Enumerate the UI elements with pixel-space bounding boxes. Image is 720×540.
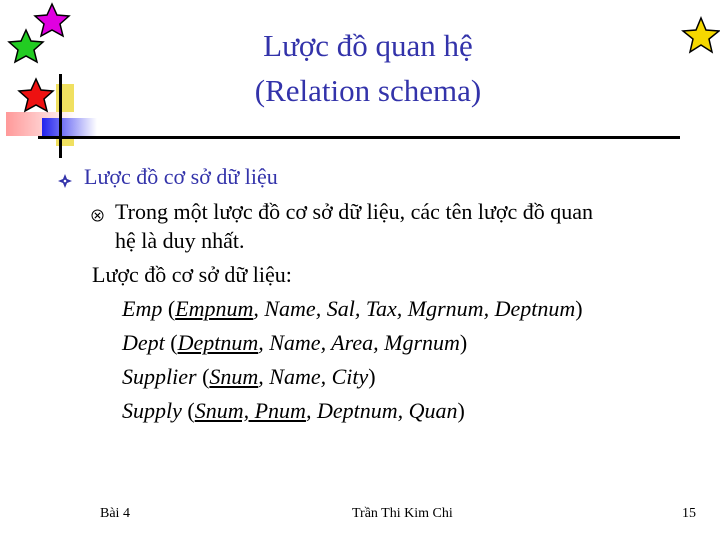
relation-name: Supply xyxy=(122,398,182,423)
blue-fade-bar xyxy=(42,118,97,138)
circled-cross-icon xyxy=(91,209,104,222)
bullet-text-line-2: hệ là duy nhất. xyxy=(115,228,245,253)
slide-title-line-1: Lược đồ quan hệ xyxy=(263,28,473,63)
footer-lesson: Bài 4 xyxy=(100,506,130,521)
db-schema-label: Lược đồ cơ sở dữ liệu: xyxy=(92,262,292,287)
title-divider xyxy=(38,136,680,139)
relation-name: Supplier xyxy=(122,364,197,389)
bullet-text-line-1: Trong một lược đồ cơ sở dữ liệu, các tên lược đồ quan xyxy=(115,199,594,224)
attribute-list: , Name, Area, Mgrnum xyxy=(258,330,460,355)
attribute-list: , Name, City xyxy=(258,364,369,389)
primary-key: Empnum xyxy=(175,296,254,321)
primary-key: Snum xyxy=(209,364,259,389)
primary-key: Deptnum xyxy=(177,330,259,355)
attribute-list: , Name, Sal, Tax, Mgrnum, Deptnum xyxy=(253,296,576,321)
slide-title-line-2: (Relation schema) xyxy=(254,73,482,108)
diamond-bullet-icon xyxy=(58,174,72,188)
primary-key: Snum, Pnum xyxy=(194,398,306,423)
relation-name: Dept xyxy=(122,330,165,355)
schema-line-supplier: Supplier (Snum, Name, City) xyxy=(122,364,376,389)
heading-text: Lược đồ cơ sở dữ liệu xyxy=(84,164,278,189)
schema-line-dept: Dept (Deptnum, Name, Area, Mgrnum) xyxy=(122,330,468,355)
schema-line-supply: Supply (Snum, Pnum, Deptnum, Quan) xyxy=(122,398,465,423)
relation-name: Emp xyxy=(122,296,163,321)
attribute-list: , Deptnum, Quan xyxy=(305,398,458,423)
schema-line-emp: Emp (Empnum, Name, Sal, Tax, Mgrnum, Deptnum) xyxy=(122,296,583,321)
footer-author: Trần Thi Kim Chi xyxy=(352,506,453,521)
footer-page-number: 15 xyxy=(682,506,696,521)
